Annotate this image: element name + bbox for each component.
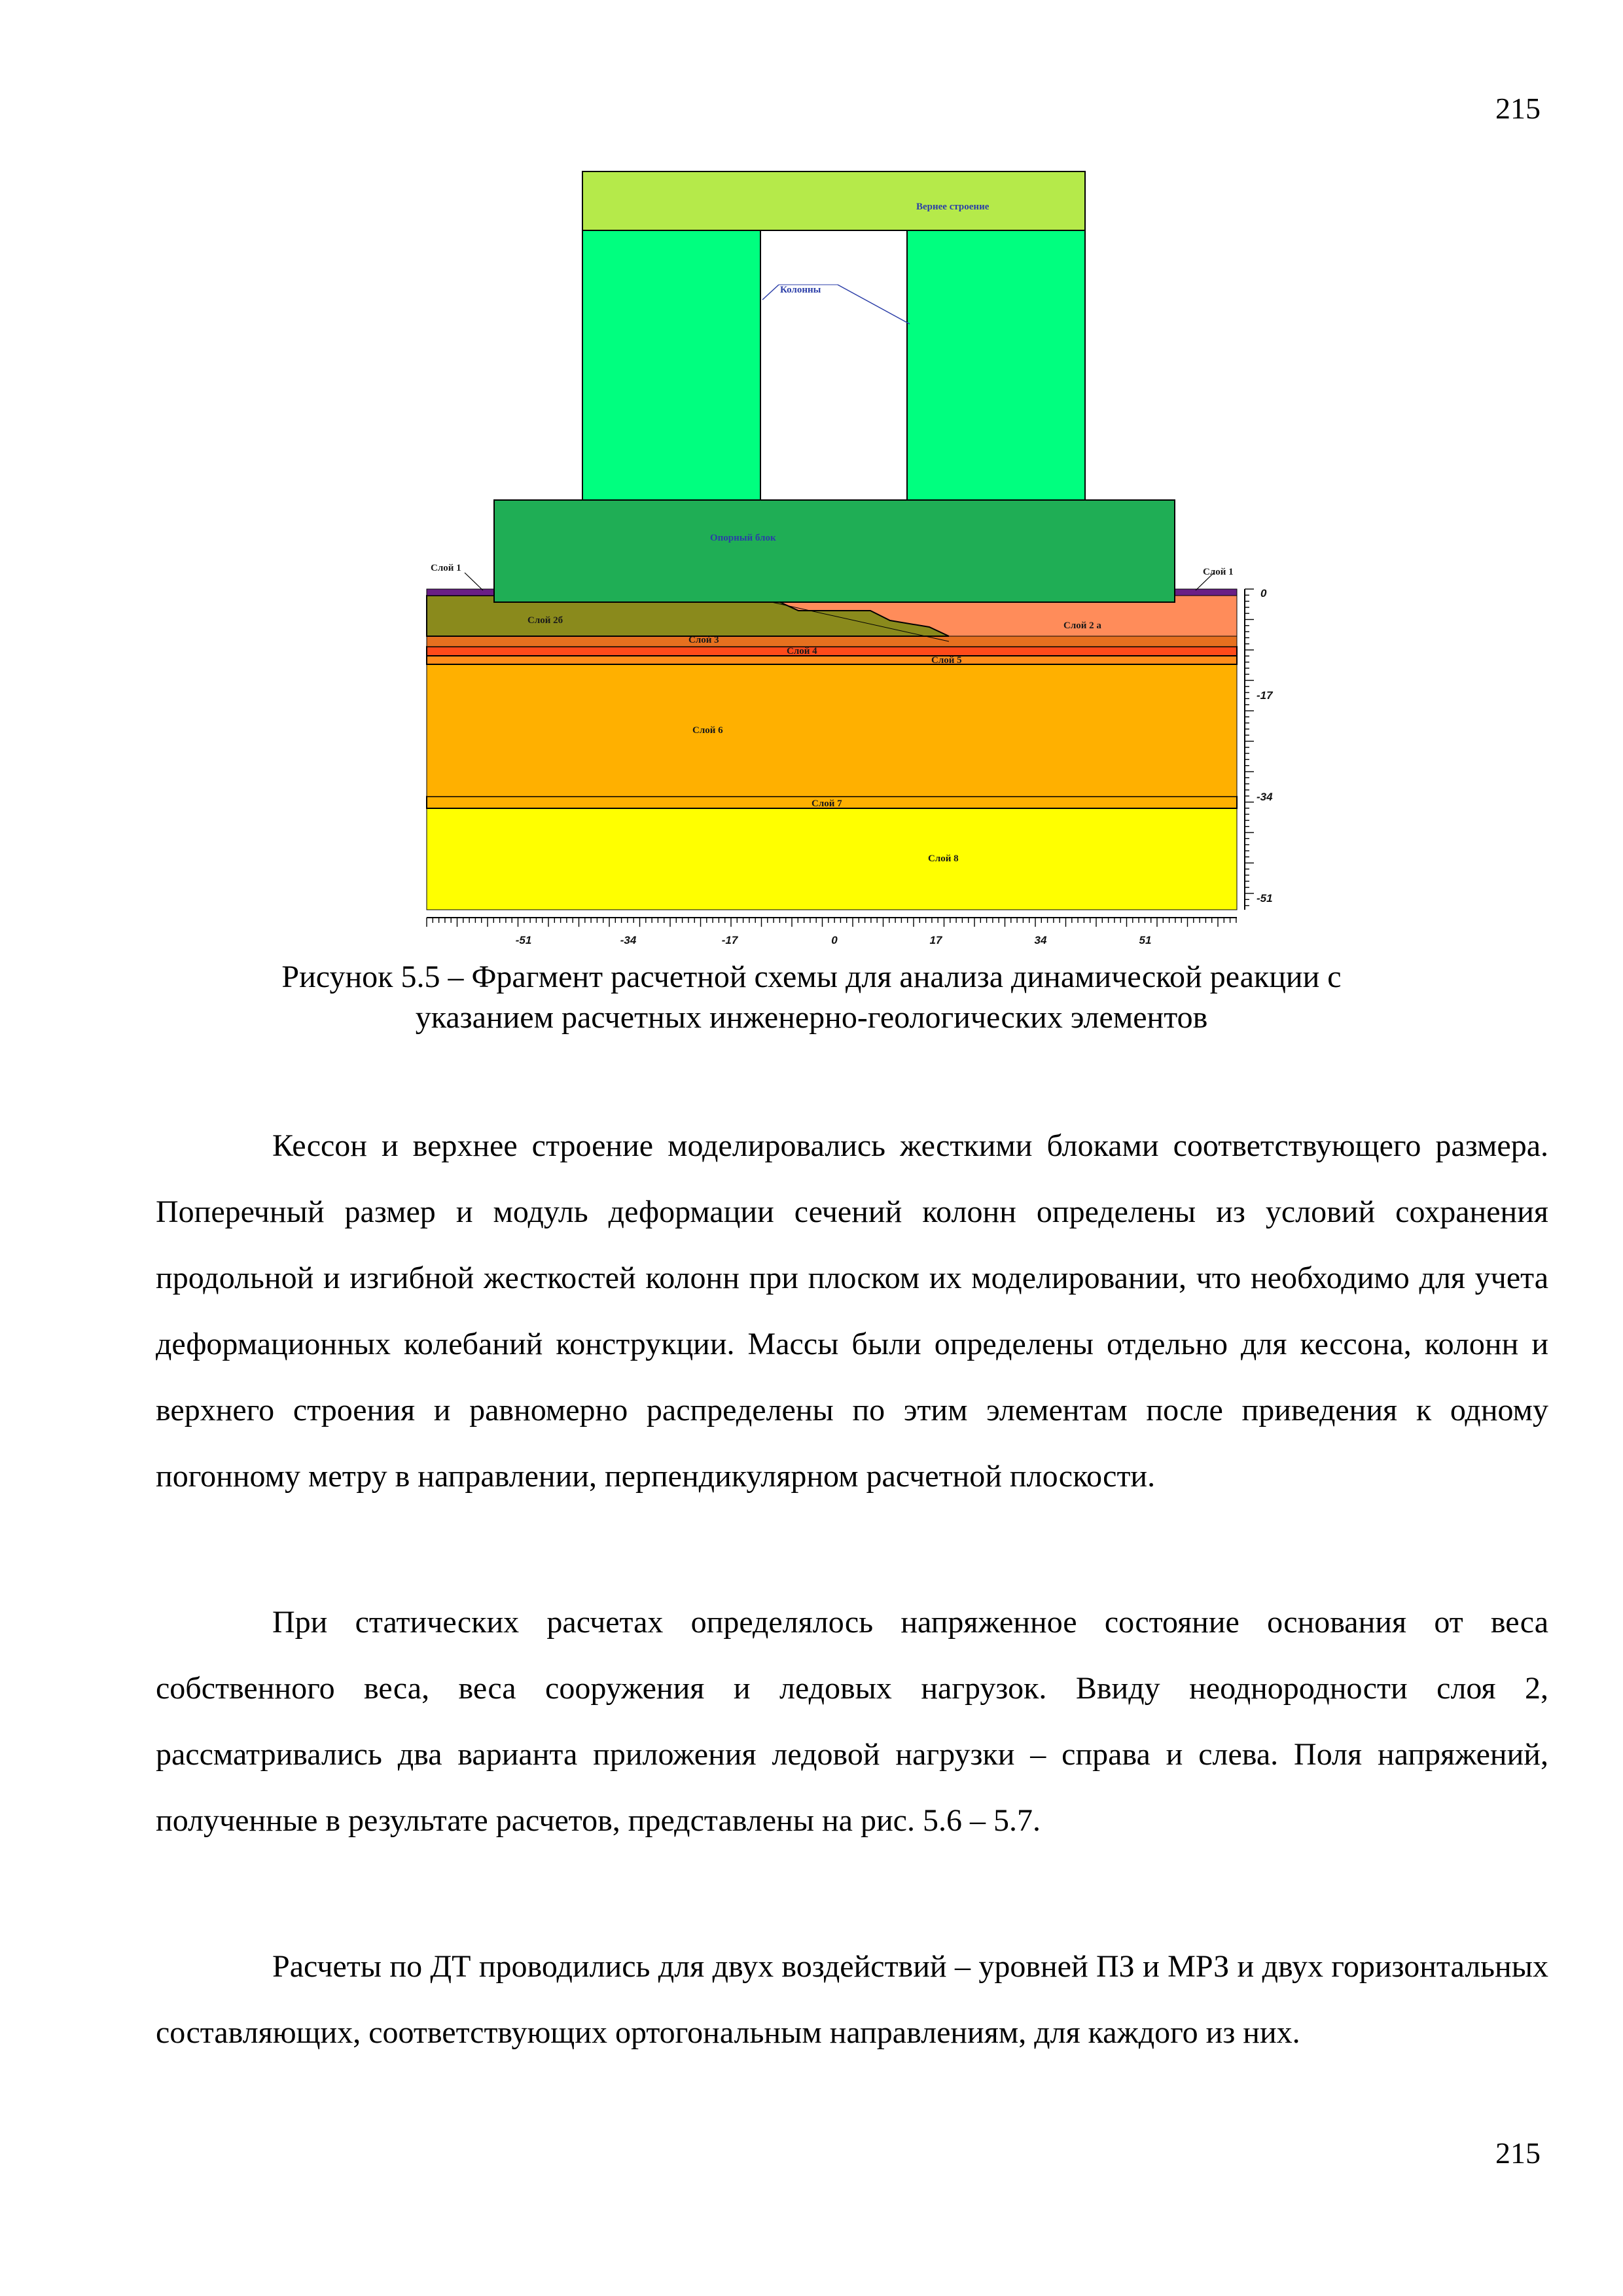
layer-6 bbox=[427, 664, 1237, 797]
y-axis bbox=[1245, 589, 1254, 910]
paragraph-3: Расчеты по ДТ проводились для двух воздействий – уровней ПЗ и МРЗ и двух горизонтальных составляющих, соответствующих ортогональным направлениям, для каждого из них. bbox=[156, 1949, 1548, 2050]
x-tick-label: -17 bbox=[721, 934, 738, 946]
layer-8 bbox=[427, 808, 1237, 910]
label-layer2b: Слой 2б bbox=[527, 615, 563, 626]
x-tick-label: -51 bbox=[515, 934, 532, 946]
label-support-block: Опорный блок bbox=[710, 533, 776, 543]
x-tick-label: 0 bbox=[831, 934, 838, 946]
figure-caption bbox=[131, 957, 1492, 1038]
caption-line-2: указанием расчетных инженерно-геологических элементов bbox=[415, 1000, 1208, 1035]
column-left bbox=[582, 230, 760, 500]
label-layer8: Слой 8 bbox=[928, 853, 959, 864]
label-layer2a: Слой 2 а bbox=[1063, 620, 1101, 631]
x-tick-label: -34 bbox=[620, 934, 637, 946]
x-tick-label: 17 bbox=[929, 934, 942, 946]
y-tick-label: 0 bbox=[1260, 587, 1267, 600]
page-number-top: 215 bbox=[1495, 92, 1541, 125]
y-tick-label: -17 bbox=[1257, 689, 1273, 702]
x-axis bbox=[427, 918, 1237, 927]
label-layer4: Слой 4 bbox=[787, 646, 817, 656]
layer-4 bbox=[427, 647, 1237, 656]
paragraph-1: Кессон и верхнее строение моделировались жесткими блоками соответствующего размера. Поперечный размер и модуль деформации сечений колонн определены из условий сохранения продольной и изгибной жесткостей колонн при плоском их моделировании, что необходимо для учета деформационных колебаний конструкции. Массы были определены отдельно для кессона, колонн и верхнего строения и равномерно распределены по этим элементам после приведения к одному погонному метру в направлении, перпендикулярном расчетной плоскости. bbox=[156, 1128, 1548, 1494]
paragraph-2: При статических расчетах определялось напряженное состояние основания от веса собственного веса, веса сооружения и ледовых нагрузок. Ввиду неоднородности слоя 2, рассматривались два варианта приложения ледовой нагрузки – справа и слева. Поля напряжений, полученные в результате расчетов, представлены на рис. 5.6 – 5.7. bbox=[156, 1605, 1548, 1838]
page-number-bottom: 215 bbox=[1495, 2136, 1541, 2170]
label-layer1-left: Слой 1 bbox=[431, 563, 461, 573]
x-tick-label: 34 bbox=[1034, 934, 1047, 946]
figure-design-scheme bbox=[386, 164, 1296, 956]
layer-5 bbox=[427, 656, 1237, 664]
y-tick-label: -34 bbox=[1257, 791, 1273, 803]
label-layer1-right: Слой 1 bbox=[1203, 567, 1234, 577]
x-tick-label: 51 bbox=[1139, 934, 1152, 946]
y-tick-label: -51 bbox=[1257, 892, 1273, 905]
label-layer6: Слой 6 bbox=[692, 725, 723, 736]
label-layer5: Слой 5 bbox=[931, 655, 962, 666]
caption-line-1: Рисунок 5.5 – Фрагмент расчетной схемы для анализа динамической реакции с bbox=[281, 960, 1342, 994]
support-block bbox=[494, 500, 1175, 602]
label-superstructure: Вернее строение bbox=[916, 202, 990, 212]
label-columns: Колонны bbox=[780, 285, 821, 295]
superstructure bbox=[582, 171, 1085, 230]
column-right bbox=[907, 230, 1085, 500]
label-layer3: Слой 3 bbox=[688, 635, 719, 645]
label-layer7: Слой 7 bbox=[812, 798, 842, 809]
layer-3 bbox=[427, 636, 1237, 647]
